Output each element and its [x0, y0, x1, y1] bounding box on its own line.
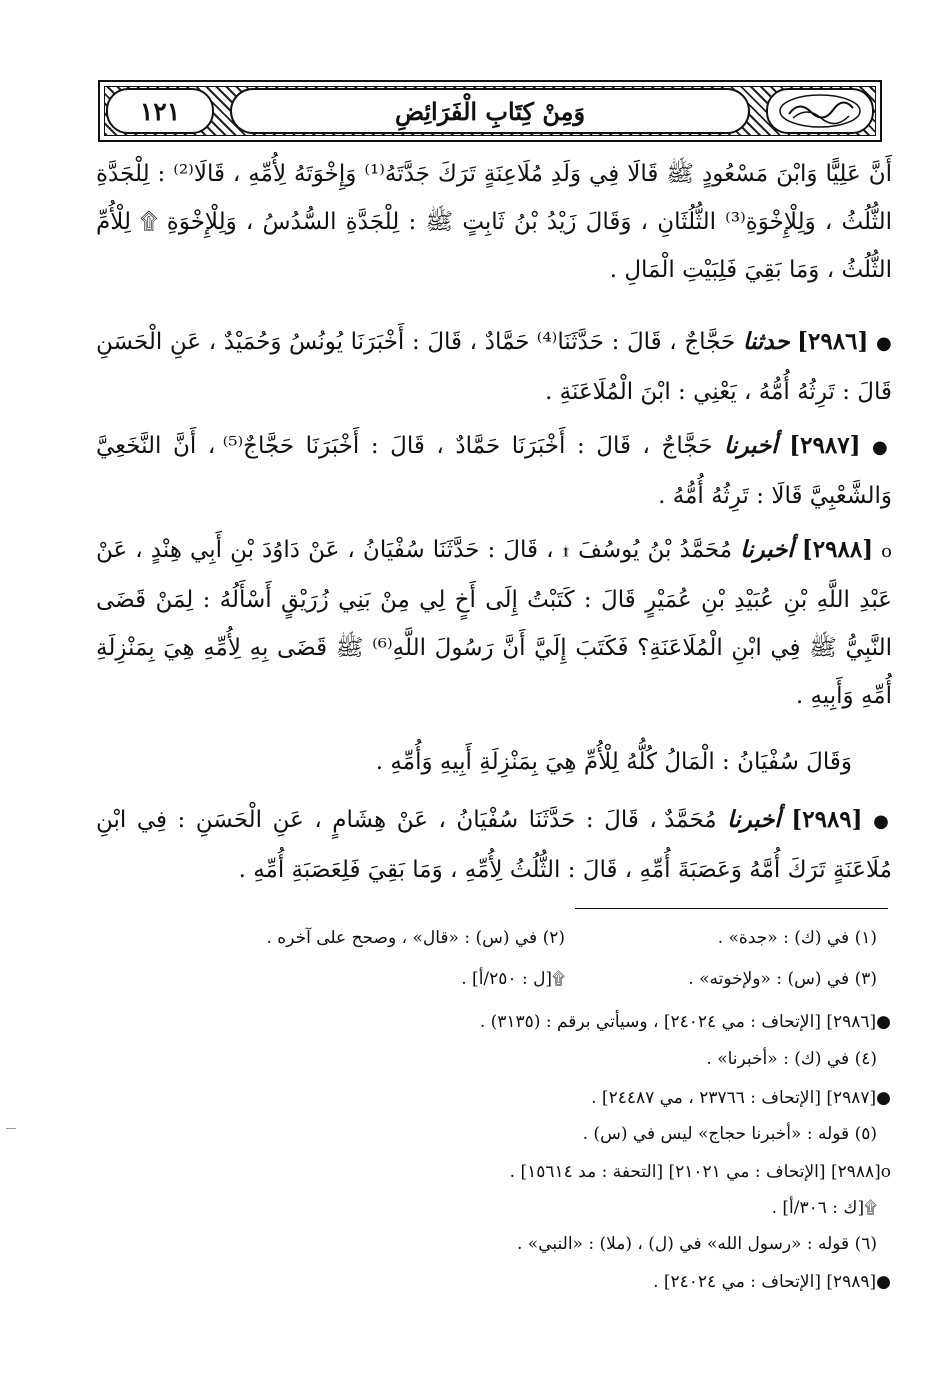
- page-header: [98, 80, 882, 142]
- hadith-text: مُحَمَّدٌ ، قَالَ : حَدَّثَنَا سُفْيَانُ ، عَنْ هِشَامٍ ، عَنِ الْحَسَنِ : فِي ابْنِ مُلَاعَنَةٍ تَرَكَ أُمَّهُ وَعَصَبَةَ أُمِّهِ ، قَالَ : الثُّلُثُ لِأُمِّهِ ، وَمَا بَقِيَ فَلِعَصَبَةِ أُمِّهِ .: [96, 807, 892, 883]
- footnote-6: (٦) قوله : «رسول الله» في (ل) ، (ملا) : «النبي» .: [517, 1234, 877, 1254]
- paragraph-text: أَنَّ عَلِيًّا وَابْنَ مَسْعُودٍ ﷺ قَالَا فِي وَلَدِ مُلَاعِنَةٍ تَرَكَ جَدَّتَهُ⁽¹⁾ وَإِخْوَتَهُ لِأُمِّهِ ، قَالَا⁽²⁾ : لِلْجَدَّةِ الثُّلُثُ ، وَلِلْإِخْوَةِ⁽³⁾ الثُّلُثَانِ ، وَقَالَ زَيْدُ بْنُ ثَابِتٍ ﷺ : لِلْجَدَّةِ السُّدُسُ ، وَلِلْإِخْوَةِ ۩ لِلْأُمِّ الثُّلُثُ ، وَمَا بَقِيَ فَلِبَيْتِ الْمَالِ .: [96, 161, 892, 283]
- hadith-2987: [96, 422, 892, 520]
- footnote-2986: ●[٢٩٨٦] [الإتحاف : مي ٢٤٠٢٤] ، وسيأتي برقم : (٣١٣٥) .: [479, 1012, 891, 1032]
- hadith-heading: أخبرنا: [724, 432, 778, 459]
- hadith-heading: أخبرنا: [740, 536, 794, 563]
- hadith-number: [٢٩٨٦]: [797, 328, 869, 355]
- footnote-3: (٣) في (س) : «ولإخوته» .: [688, 969, 877, 989]
- paragraph-text: وَقَالَ سُفْيَانُ : الْمَالُ كُلُّهُ لِلْأُمِّ هِيَ بِمَنْزِلَةِ أَبِيهِ وَأُمِّهِ .: [375, 749, 852, 775]
- filled-bullet-icon: ●: [875, 333, 893, 354]
- footnote-4: (٤) في (ك) : «أخبرنا» .: [706, 1049, 877, 1069]
- footnote-2987: ●[٢٩٨٧] [الإتحاف : ٢٣٧٦٦ ، مي ٢٤٤٨٧] .: [591, 1088, 891, 1108]
- hadith-2989: [96, 796, 892, 894]
- hadith-2988: [96, 526, 892, 720]
- hadith-number: [٢٩٨٧]: [789, 432, 861, 459]
- hadith-text: حَجَّاجٌ ، قَالَ : حَدَّثَنَا⁽⁴⁾ حَمَّادٌ ، قَالَ : أَخْبَرَنَا يُونُسُ وَحُمَيْدٌ ، عَنِ الْحَسَنِ قَالَ : تَرِثُهُ أُمُّهُ ، يَعْنِي : ابْنَ الْمُلَاعَنَةِ .: [96, 329, 892, 405]
- footnote-folio-k: ۩[ك : ٣٠٦/أ] .: [771, 1198, 877, 1218]
- sufyan-note: [96, 738, 892, 786]
- publisher-seal-icon: [766, 88, 874, 134]
- footnote-2988: o[٢٩٨٨] [الإتحاف : مي ٢١٠٢١] [التحفة : مد ١٥٦١٤] .: [509, 1162, 891, 1182]
- footnote-folio-l: ۩[ل : ٢٥٠/أ] .: [461, 969, 565, 989]
- hadith-2986: [96, 318, 892, 416]
- hadith-number: [٢٩٨٨]: [801, 536, 874, 563]
- footnote-separator: [575, 908, 888, 909]
- margin-mark: [6, 1128, 16, 1129]
- footnote-2: (٢) في (س) : «قال» ، وصحح على آخره .: [266, 928, 565, 948]
- page-number: ١٢١: [106, 88, 214, 134]
- footnote-5: (٥) قوله : «أخبرنا حجاج» ليس في (س) .: [582, 1124, 877, 1144]
- hadith-heading: أخبرنا: [727, 806, 781, 833]
- hadith-text: حَجَّاجٌ ، قَالَ : أَخْبَرَنَا حَمَّادٌ ، قَالَ : أَخْبَرَنَا حَجَّاجٌ⁽⁵⁾ ، أَنَّ النَّخَعِيَّ وَالشَّعْبِيَّ قَالَا : تَرِثُهُ أُمُّهُ .: [96, 433, 892, 509]
- hadith-number: [٢٩٨٩]: [791, 806, 863, 833]
- hollow-bullet-icon: o: [881, 541, 892, 562]
- chapter-title: وَمِنْ كِتَابِ الْفَرَائِضِ: [230, 88, 750, 134]
- hadith-heading: حدثنا: [742, 328, 790, 355]
- filled-bullet-icon: ●: [873, 811, 892, 832]
- footnote-1: (١) في (ك) : «جدة» .: [717, 928, 877, 948]
- hadith-text: مُحَمَّدُ بْنُ يُوسُفَ ۩ ، قَالَ : حَدَّثَنَا سُفْيَانُ ، عَنْ دَاوُدَ بْنِ أَبِي هِنْدٍ ، عَنْ عَبْدِ اللَّهِ بْنِ عُبَيْدِ بْنِ عُمَيْرٍ قَالَ : كَتَبْتُ إِلَى أَخٍ لِي مِنْ بَنِي زُرَيْقٍ أَسْأَلُهُ : لِمَنْ قَضَى النَّبِيُّ ﷺ فِي ابْنِ الْمُلَاعَنَةِ؟ فَكَتَبَ إِلَيَّ أَنَّ رَسُولَ اللَّهِ⁽⁶⁾ ﷺ قَضَى بِهِ لِأُمِّهِ هِيَ بِمَنْزِلَةِ أُمِّهِ وَأَبِيهِ .: [96, 537, 892, 709]
- footnote-2989: ●[٢٩٨٩] [الإتحاف : مي ٢٤٠٢٤] .: [653, 1272, 891, 1292]
- filled-bullet-icon: ●: [872, 437, 893, 458]
- paragraph-intro: [96, 150, 892, 294]
